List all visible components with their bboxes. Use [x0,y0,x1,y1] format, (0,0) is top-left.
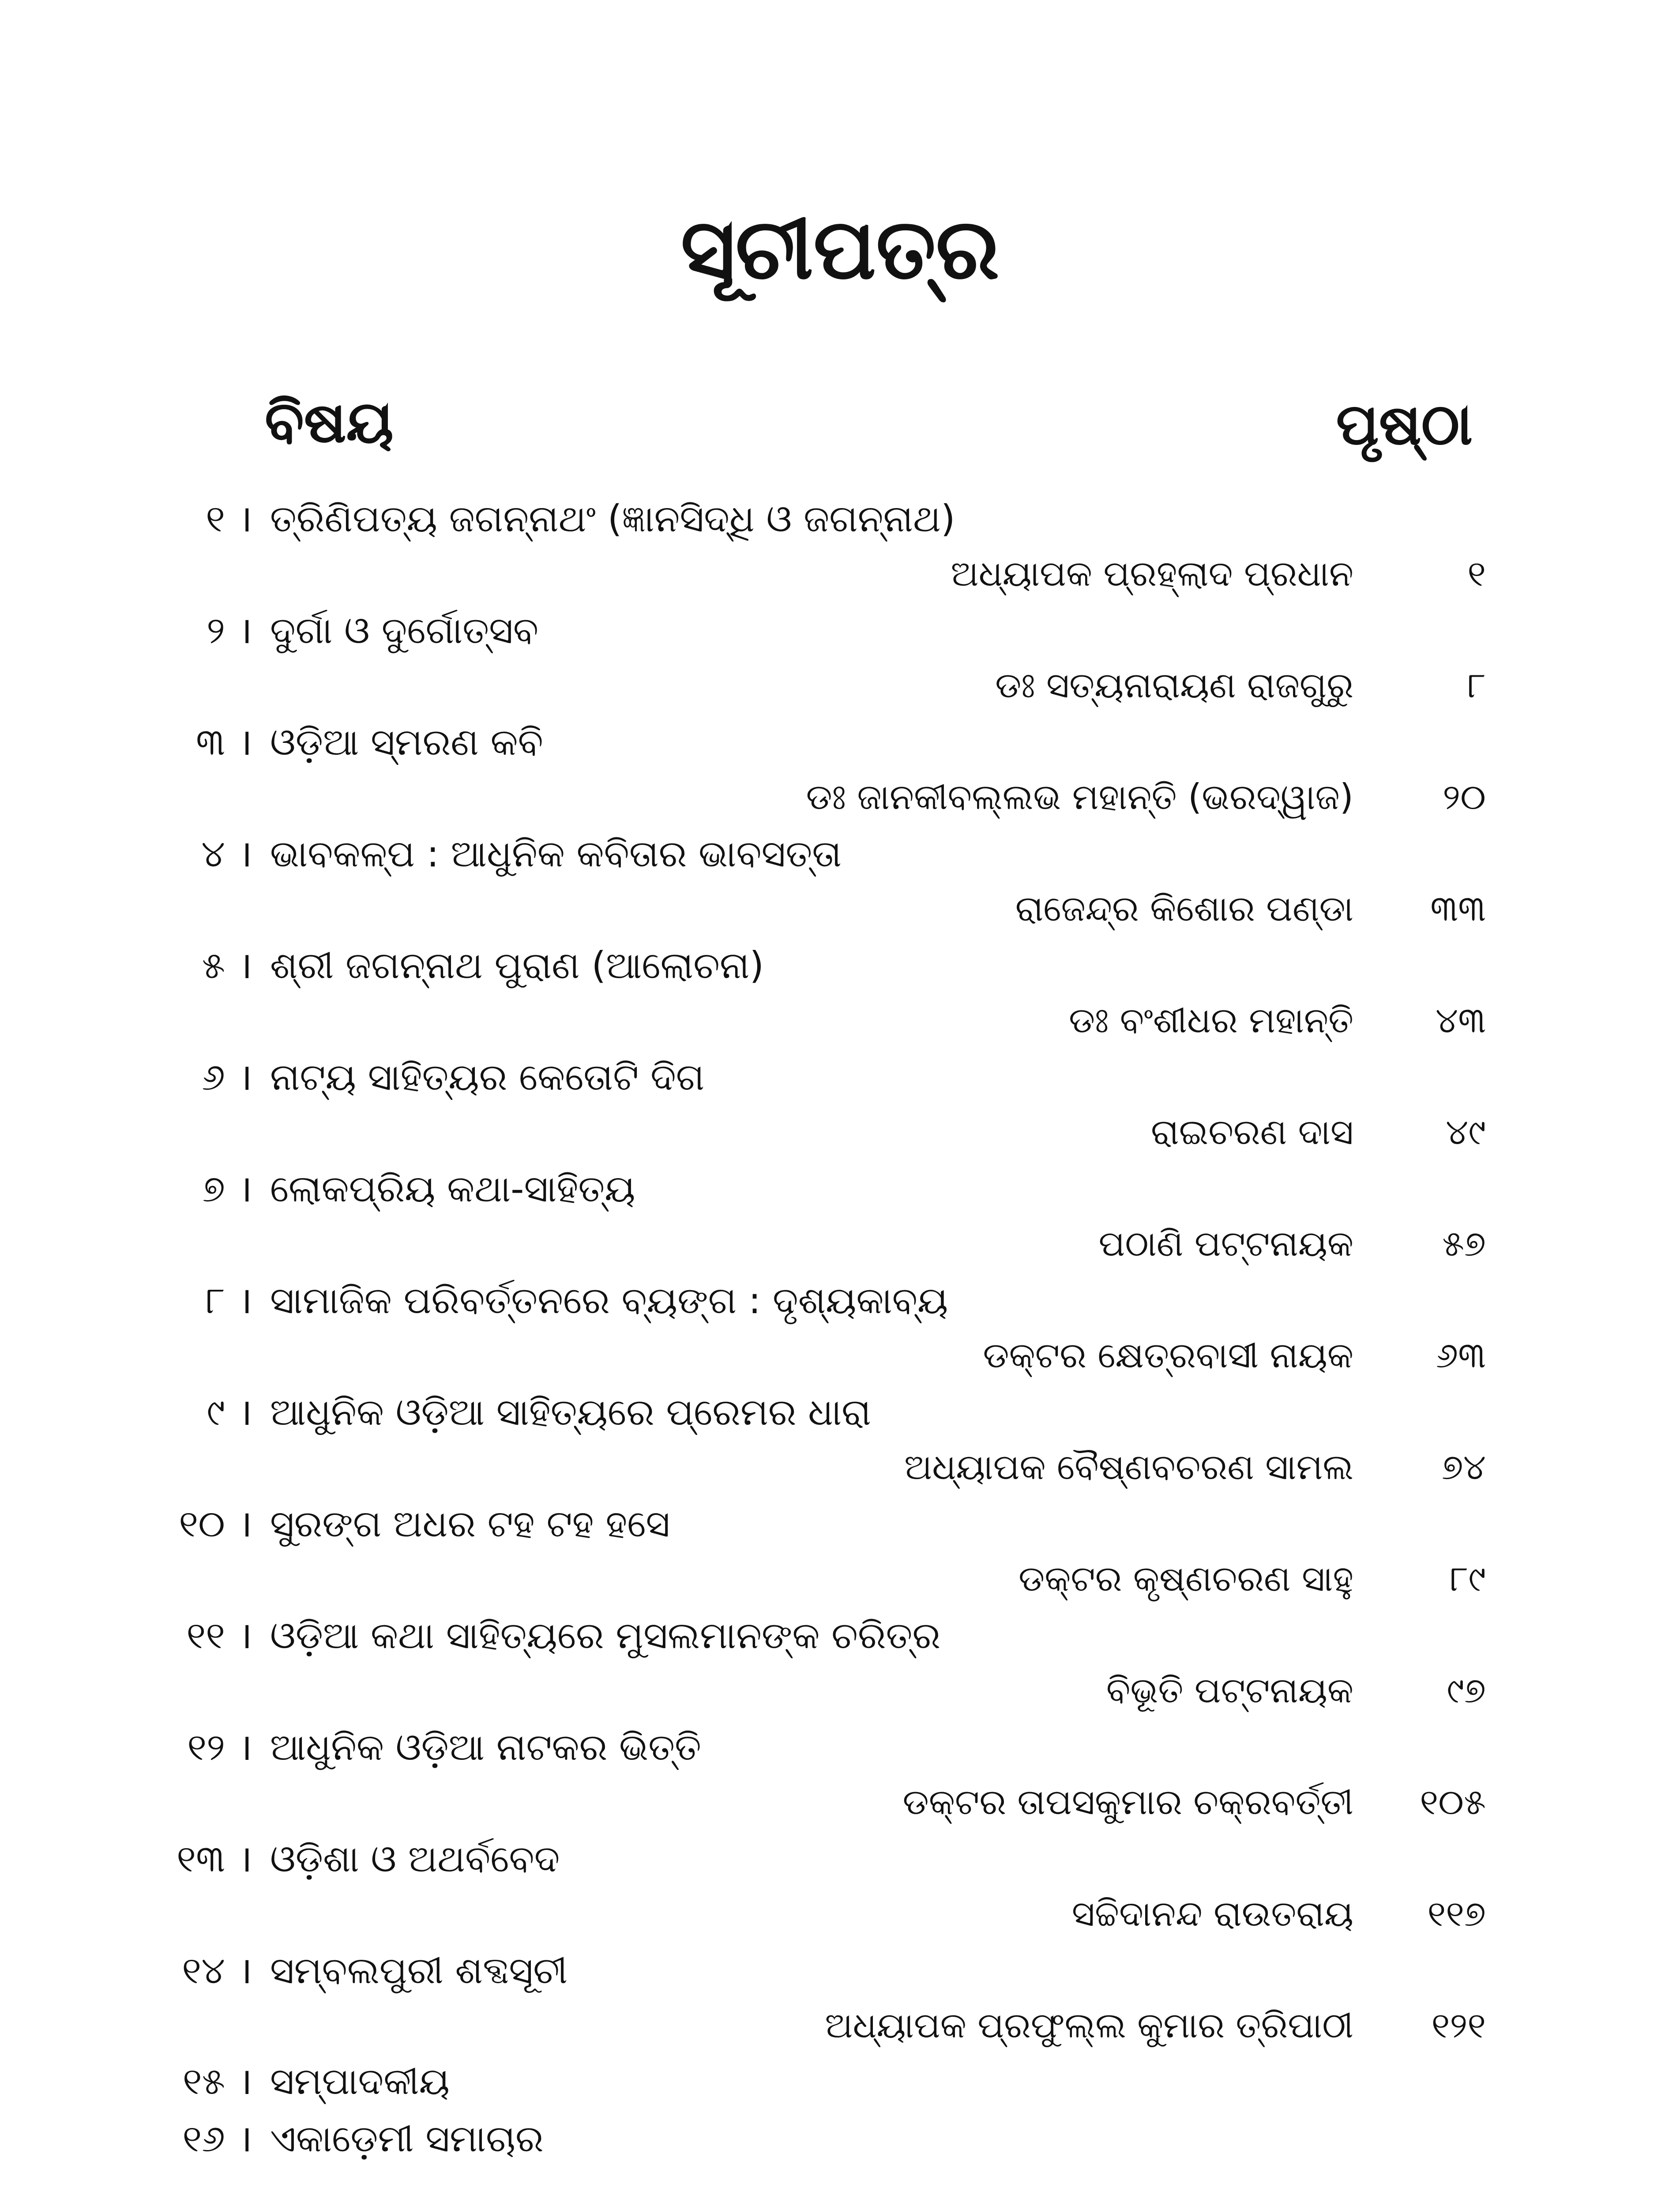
entry-page-number: ୫୭ [1442,1223,1486,1264]
entry-page-number: ୧୦୫ [1420,1781,1486,1823]
toc-entry [0,1611,1680,1721]
toc-entry-title-line [172,829,842,878]
entry-number: ୧୫ [182,2060,225,2103]
entry-number: ୯ [207,1390,225,1434]
entry-number: ୩ [195,720,225,764]
entry-author: ଅଧ୍ୟାପକ ପ୍ରଫୁଲ୍ଲ କୁମାର ତ୍ରିପାଠୀ [825,2005,1353,2046]
toc-entry-title-line [172,1834,560,1883]
page-title: ସୂଚୀପତ୍ର [680,200,1000,298]
toc-entry-title-line [172,606,538,655]
entry-separator: । [238,2117,252,2160]
entry-title: ସୁରଙ୍ଗ ଅଧର ଟହ ଟହ ହସେ [270,1502,670,1545]
toc-entry-title-line [172,1053,704,1101]
entry-author: ବିଭୂତି ପଟ୍ଟନାୟକ [1106,1670,1353,1711]
toc-entry [0,494,1680,605]
entry-title: ଦୁର୍ଗା ଓ ଦୁର୍ଗୋତ୍ସବ [270,609,539,652]
entry-number: ୨ [207,609,225,652]
entry-number: ୧୦ [179,1502,225,1545]
toc-entry [0,1164,1680,1275]
entry-page-number: ୧୨୧ [1431,2005,1486,2046]
entry-page-number: ୪୯ [1445,1111,1486,1152]
entry-number: ୧୪ [182,1949,225,1992]
entry-separator: । [238,609,252,652]
entry-number: ୪ [201,832,225,875]
entry-title: ସାମାଜିକ ପରିବର୍ତ୍ତନରେ ବ୍ୟଙ୍ଗ : ଦୃଶ୍ୟକାବ୍ୟ [270,1279,948,1322]
toc-entry-title-line [172,1499,670,1548]
toc-entry-title-line [172,1611,940,1660]
page-column-header: ପୃଷ୍ଠା [1336,391,1473,458]
entry-page-number: ୯୭ [1447,1670,1486,1711]
entry-number: ୫ [202,944,225,987]
toc-entry [0,941,1680,1051]
entry-page-number: ୬୩ [1436,1335,1486,1376]
entry-separator: । [238,1390,252,1434]
entry-title: ଓଡ଼ିଆ କଥା ସାହିତ୍ୟରେ ମୁସଲମାନଙ୍କ ଚରିତ୍ର [270,1614,941,1657]
entry-separator: । [238,1949,252,1992]
entry-author: ଅଧ୍ୟାପକ ବୈଷ୍ଣବଚରଣ ସାମଲ [904,1446,1353,1488]
toc-entry [0,1499,1680,1610]
footer-entry [172,2114,544,2163]
entry-separator: । [238,2060,252,2103]
toc-entry-title-line [172,941,764,990]
entry-title: ତ୍ରିଣିପତ୍ୟ ଜଗନ୍ନାଥଂ (ଜ୍ଞାନସିଦ୍ଧି ଓ ଜଗନ୍ନାଥ) [270,497,955,540]
entry-title: ଆଧୁନିକ ଓଡ଼ିଆ ନାଟକର ଭିତ୍ତି [270,1725,701,1769]
entry-number: ୧୨ [187,1725,225,1769]
entry-title: ଆଧୁନିକ ଓଡ଼ିଆ ସାହିତ୍ୟରେ ପ୍ରେମର ଧାରା [270,1390,871,1434]
entry-separator: । [238,497,252,540]
toc-entry [0,1723,1680,1833]
entry-page-number: ୮୯ [1450,1558,1486,1599]
toc-entry-title-line [172,1276,948,1325]
entry-number: ୧୬ [182,2117,225,2160]
entry-number: ୮ [206,1279,225,1322]
entry-title: ଓଡ଼ିଶା ଓ ଅଥର୍ବବେଦ [270,1837,560,1880]
toc-entry [0,1834,1680,1945]
entry-author: ଅଧ୍ୟାପକ ପ୍ରହ୍ଲାଦ ପ୍ରଧାନ [951,553,1353,594]
toc-entry-title-line [172,1388,871,1436]
entry-separator: । [238,832,252,875]
entry-separator: । [238,1614,252,1657]
entry-author: ରାଜେନ୍ଦ୍ର କିଶୋର ପଣ୍ଡା [1015,888,1353,929]
entry-number: ୧ [206,497,225,540]
entry-title: ସମ୍ବଲପୁରୀ ଶବ୍ଦସୂଚୀ [270,1949,568,1992]
toc-entry [0,1053,1680,1163]
toc-entry-title-line [172,718,543,766]
entry-title: ଲୋକପ୍ରିୟ କଥା-ସାହିତ୍ୟ [270,1167,635,1210]
entry-separator: । [238,1502,252,1545]
entry-number: ୭ [202,1167,225,1210]
entry-separator: । [238,944,252,987]
entry-author: ଡଃ ସତ୍ୟନାରାୟଣ ରାଜଗୁରୁ [995,665,1353,706]
entry-page-number: ୪୩ [1435,1000,1486,1041]
entry-separator: । [238,720,252,764]
entry-page-number: ୨୦ [1443,776,1486,817]
footer-entry [172,2057,450,2105]
entry-page-number: ୮ [1467,665,1486,706]
entry-title: ଏକାଡ଼େମୀ ସମାଚାର [270,2117,544,2160]
entry-separator: । [238,1837,252,1880]
entry-page-number: ୭୪ [1441,1446,1486,1488]
entry-separator: । [238,1055,252,1099]
entry-title: ସମ୍ପାଦକୀୟ [270,2060,450,2103]
entry-author: ପଠାଣି ପଟ୍ଟନାୟକ [1098,1223,1353,1264]
entry-title: ଓଡ଼ିଆ ସ୍ମରଣ କବି [270,720,543,764]
entry-author: ଡଃ ବଂଶୀଧର ମହାନ୍ତି [1068,1000,1353,1041]
entry-page-number: ୧୧୭ [1427,1893,1486,1934]
entry-page-number: ୧ [1467,553,1486,594]
entry-author: ରାଇଚରଣ ଦାସ [1150,1111,1353,1152]
entry-title: ଶ୍ରୀ ଜଗନ୍ନାଥ ପୁରାଣ (ଆଲୋଚନା) [270,944,764,987]
entry-author: ସଚ୍ଚିଦାନନ୍ଦ ରାଉତରାୟ [1071,1893,1353,1934]
toc-entry [0,1276,1680,1386]
entry-title: ନାଟ୍ୟ ସାହିତ୍ୟର କେତୋଟି ଦିଗ [270,1055,705,1099]
entry-number: ୧୩ [177,1837,225,1880]
entry-separator: । [238,1725,252,1769]
toc-entry-title-line [172,1164,635,1213]
toc-entry [0,718,1680,828]
entry-author: ଡକ୍ଟର କ୍ଷେତ୍ରବାସୀ ନାୟକ [983,1335,1353,1376]
subject-column-header: ବିଷୟ [265,388,394,456]
entry-page-number: ୩୩ [1430,888,1486,929]
toc-entry-title-line [172,1946,568,1995]
entry-separator: । [238,1279,252,1322]
toc-entry [0,1388,1680,1498]
entry-number: ୧୧ [186,1614,225,1657]
toc-entry-title-line [172,494,955,543]
toc-entry [0,1946,1680,2056]
toc-entry-title-line [172,1723,701,1771]
entry-author: ଡଃ ଜାନକୀବଲ୍ଲଭ ମହାନ୍ତି (ଭରଦ୍ୱାଜ) [806,776,1353,817]
toc-entry [0,606,1680,716]
entry-title: ଭାବକଳ୍ପ : ଆଧୁନିକ କବିତାର ଭାବସତ୍ତା [270,832,842,875]
entry-number: ୬ [202,1055,225,1099]
entry-separator: । [238,1167,252,1210]
entry-author: ଡକ୍ଟର ତାପସକୁମାର ଚକ୍ରବର୍ତ୍ତୀ [902,1781,1353,1823]
toc-entry [0,829,1680,940]
entry-author: ଡକ୍ଟର କୃଷ୍ଣଚରଣ ସାହୁ [1018,1558,1353,1599]
